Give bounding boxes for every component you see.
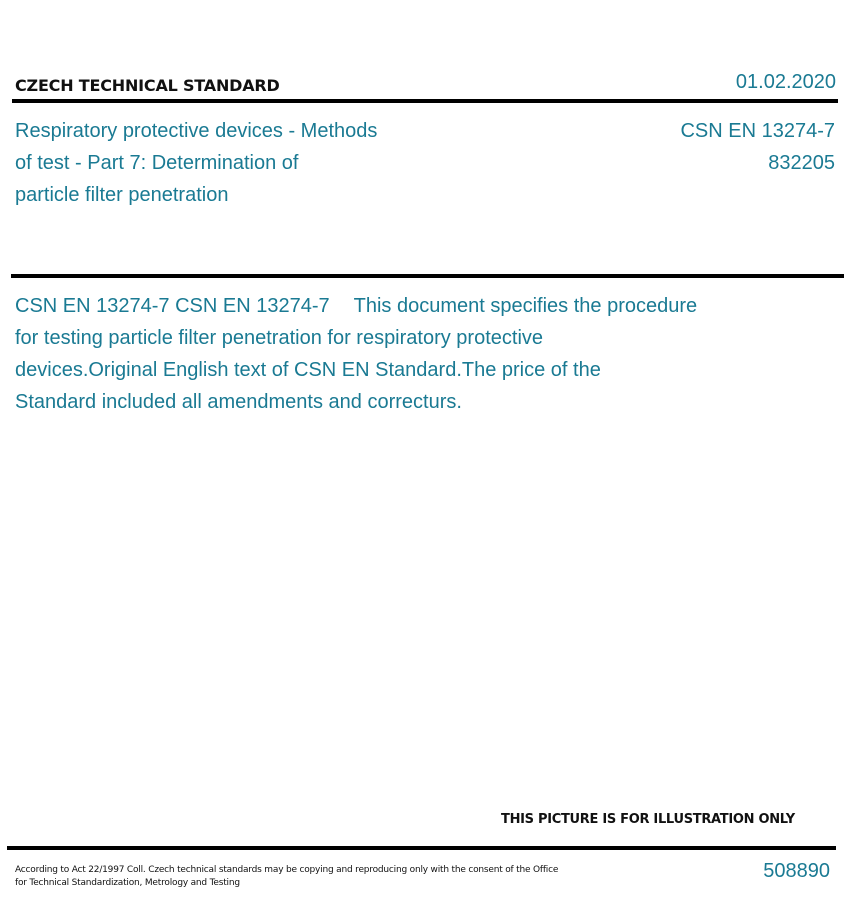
description-codes: CSN EN 13274-7 CSN EN 13274-7 [15, 295, 330, 317]
description-text: This document specifies the procedure [353, 295, 698, 317]
legal-line: for Technical Standardization, Metrology and Testing [15, 878, 240, 888]
publication-date: 01.02.2020 [735, 71, 836, 93]
standard-code: CSN EN 13274-7 [680, 120, 835, 142]
standard-title [15, 115, 425, 211]
standard-title-line: particle filter penetration [15, 184, 229, 206]
class-number: 832205 [768, 152, 835, 174]
illustration-note: THIS PICTURE IS FOR ILLUSTRATION ONLY [501, 812, 795, 827]
legal-notice [15, 864, 595, 890]
document-type-label: CZECH TECHNICAL STANDARD [15, 76, 280, 95]
section-divider [11, 274, 844, 278]
footer-divider [7, 846, 836, 850]
description-line: for testing particle filter penetration for respiratory protective [15, 327, 544, 349]
standard-title-line: Respiratory protective devices - Methods [15, 120, 378, 142]
description-line: Standard included all amendments and correcturs. [15, 391, 462, 413]
standard-codes [680, 115, 835, 179]
standard-description [15, 290, 760, 418]
header-divider [12, 99, 838, 103]
description-line: devices.Original English text of CSN EN Standard.The price of the [15, 359, 601, 381]
description-line [15, 290, 760, 322]
document-number: 508890 [763, 860, 830, 882]
standard-title-line: of test - Part 7: Determination of [15, 152, 299, 174]
legal-line: According to Act 22/1997 Coll. Czech technical standards may be copying and reproducing only with the consent of the Office [15, 865, 559, 875]
